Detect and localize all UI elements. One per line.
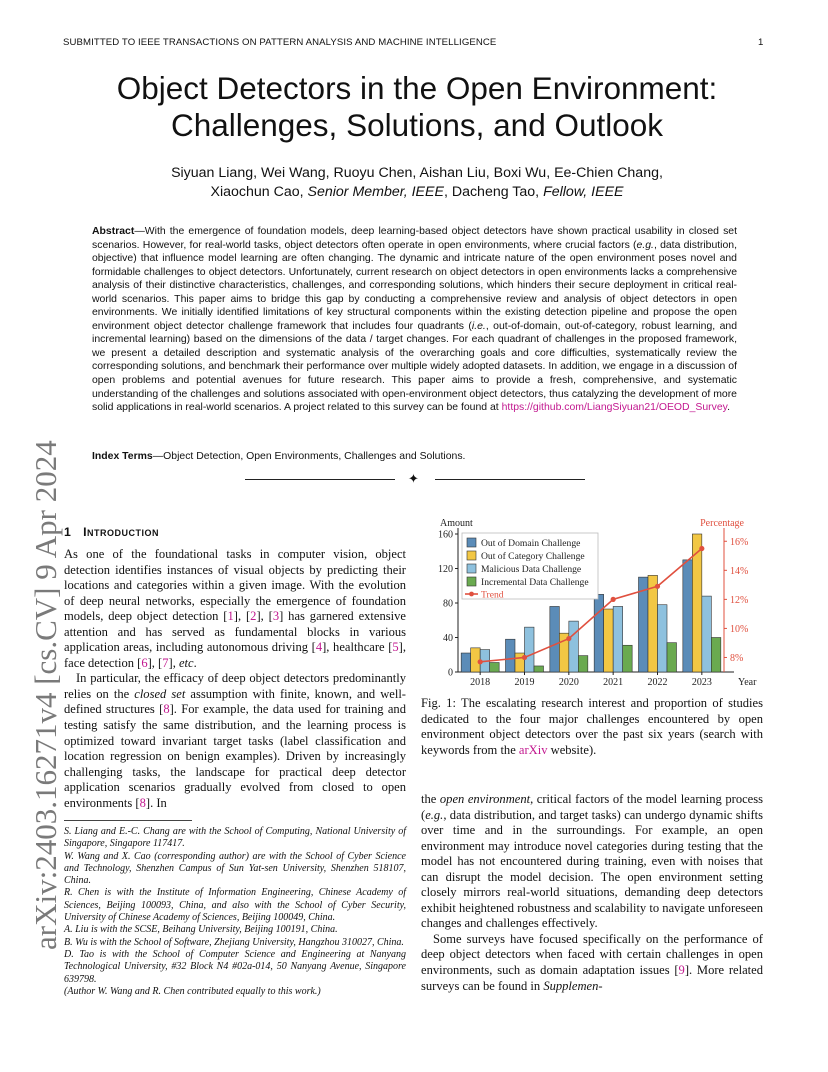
paper-title <box>60 70 774 144</box>
x-axis-label: Year <box>738 677 757 688</box>
running-header: SUBMITTED TO IEEE TRANSACTIONS ON PATTERN ANALYSIS AND MACHINE INTELLIGENCE <box>63 37 497 48</box>
bar <box>702 596 712 672</box>
y-tick-label: 160 <box>438 529 453 541</box>
x-tick-label: 2023 <box>691 677 712 688</box>
bar <box>623 645 633 672</box>
y2-tick-label: 8% <box>730 652 744 664</box>
bar <box>667 643 677 672</box>
footnote: (Author W. Wang and R. Chen contributed equally to this work.) <box>64 985 321 997</box>
bar <box>711 638 721 673</box>
y-tick-label: 120 <box>438 564 453 575</box>
footnote: W. Wang and X. Cao (corresponding author) are with the School of Cyber Science and Technology, Shenzhen Campus of Sun Yat-sen University, Shenzhen 518107, China. <box>64 850 406 887</box>
divider-diamond-icon: ✦ <box>408 471 419 486</box>
bar <box>578 656 588 672</box>
bar <box>683 560 693 672</box>
x-tick-label: 2018 <box>470 677 491 688</box>
x-tick-label: 2021 <box>603 677 624 688</box>
x-tick-label: 2020 <box>558 677 579 688</box>
intro-paragraph-2: In particular, the efficacy of deep object detectors predominantly relies on the closed set assumption with finite, known, and well-defined structures [8]. For example, the data used for training and testing satisfy the same distribution, and the learning process is optimized toward invariant target tasks (label classification and location regression on benign examples). Driven by increasingly challenging tasks, the landscape for practical deep detector application scenarios gradually evolved from closed to open environments [8]. In <box>64 671 406 810</box>
y2-tick-label: 14% <box>730 565 749 577</box>
title-line-2: Challenges, Solutions, and Outlook <box>170 107 664 143</box>
legend-swatch <box>467 551 476 560</box>
x-tick-label: 2022 <box>647 677 668 688</box>
trend-point <box>478 659 483 664</box>
y-axis-label: Amount <box>440 518 473 529</box>
bar <box>534 666 544 672</box>
authors-line-2: Xiaochun Cao, Senior Member, IEEE, Dacheng Tao, Fellow, IEEE <box>210 184 624 200</box>
author-list <box>60 164 774 202</box>
bar <box>658 605 668 672</box>
y-tick-label: 40 <box>443 633 453 644</box>
bar <box>648 575 658 672</box>
bar <box>461 653 471 672</box>
figure-caption: Fig. 1: The escalating research interest and proportion of studies dedicated to the four major challenges encountered by open environment object detectors over the past six years (search with keywords from the arXiv website). <box>421 696 763 757</box>
left-column-text <box>64 547 406 811</box>
bar <box>604 609 614 672</box>
trend-point <box>566 636 571 641</box>
legend-swatch <box>467 577 476 586</box>
page-number: 1 <box>758 37 764 48</box>
legend-label: Incremental Data Challenge <box>481 577 589 588</box>
footnote: D. Tao is with the School of Computer Science and Engineering at Nanyang Technological University, #32 Block N4 #02a-014, 50 Nanyang Avenue, Singapore 639798. <box>64 948 406 985</box>
project-link[interactable]: https://github.com/LiangSiyuan21/OEOD_Survey <box>501 402 728 414</box>
bar <box>613 606 623 672</box>
trend-point <box>522 655 527 660</box>
bar <box>506 639 516 672</box>
bar <box>490 663 500 672</box>
trend-point <box>699 546 704 551</box>
footnote: A. Liu is with the SCSE, Beihang University, Beijing 100191, China. <box>64 924 338 936</box>
y-tick-label: 0 <box>448 667 453 679</box>
index-terms: Index Terms—Object Detection, Open Environments, Challenges and Solutions. <box>92 451 466 462</box>
y2-axis-label: Percentage <box>700 518 744 529</box>
title-line-1: Object Detectors in the Open Environment: <box>116 70 718 106</box>
legend-trend-point <box>469 592 474 597</box>
authors-line-1: Siyuan Liang, Wei Wang, Ruoyu Chen, Aishan Liu, Boxi Wu, Ee-Chien Chang, <box>171 165 663 181</box>
legend-swatch <box>467 538 476 547</box>
y2-tick-label: 16% <box>730 536 749 548</box>
right-column-text <box>421 792 763 994</box>
legend-swatch <box>467 564 476 573</box>
footnote-rule <box>64 820 192 821</box>
footnotes <box>64 826 406 998</box>
legend-label: Malicious Data Challenge <box>481 564 582 575</box>
y-tick-label: 80 <box>443 598 453 610</box>
trend-point <box>655 584 660 589</box>
trend-point <box>611 597 616 602</box>
section-heading: 1 Introduction <box>64 525 160 539</box>
arxiv-link[interactable]: arXiv <box>518 742 548 757</box>
legend-label: Out of Domain Challenge <box>481 538 581 549</box>
bar <box>569 621 579 672</box>
y2-tick-label: 10% <box>730 623 749 635</box>
y2-tick-label: 12% <box>730 594 749 606</box>
index-terms-label: Index Terms <box>92 451 153 462</box>
figure-1-chart <box>418 514 778 690</box>
legend-label: Trend <box>481 589 504 601</box>
legend-label: Out of Category Challenge <box>481 551 585 562</box>
footnote: B. Wu is with the School of Software, Zhejiang University, Hangzhou 310027, China. <box>64 936 404 948</box>
footnote: R. Chen is with the Institute of Information Engineering, Chinese Academy of Sciences, Beijing 100093, China, and also with the School of Cyber Security, University of Chinese Academy of Sciences, Beijing 100049, China. <box>64 887 406 924</box>
bar <box>525 627 535 672</box>
section-divider <box>245 472 585 486</box>
bar <box>594 594 604 672</box>
bar <box>550 606 560 672</box>
abstract: Abstract—With the emergence of foundation models, deep learning-based object detectors have shown practical usability in closed set scenarios. However, for real-world tasks, object detectors often operate in open environments, where crucial factors (e.g., data distribution, objective) that influence model learning are often changing. The dynamic and intricate nature of the open environment poses novel and formidable challenges to object detectors. Unfortunately, current research on object detectors in open environments lacks a comprehensive analysis of their distinctive characteristics, challenges, and corresponding solutions, which hinders their secure deployment in critical real-world scenarios. This paper aims to bridge this gap by conducting a comprehensive review and analysis of object detectors in open environments. We initially identified limitations of key structural components within the existing detection pipeline and propose the open environment object detector challenge framework that includes four quadrants (i.e., out-of-domain, out-of-category, robust learning, and incremental learning) based on the dimensions of the data / target changes. For each quadrant of challenges in the proposed framework, we present a detailed description and systematic analysis of the overarching goals and core difficulties, systematically review the corresponding solutions, and benchmark their performance over multiple widely adopted datasets. In addition, we engage in a discussion of open problems and potential avenues for future research. This paper aims to provide a fresh, comprehensive, and systematic understanding of the challenges and solutions associated with open-environment object detectors, thus catalyzing the development of more solid applications in real-world scenarios. A project related to this survey can be found at https://github.com/LiangSiyuan21/OEOD_Survey. <box>92 226 737 414</box>
footnote: S. Liang and E.-C. Chang are with the School of Computing, National University of Singapore, Singapore 117417. <box>64 826 406 850</box>
intro-paragraph-3: the open environment, critical factors of the model learning process (e.g., data distribution, and target tasks) can undergo dynamic shifts over time and in the surroundings. For example, an open environment may introduce novel categories during testing that the model has not encountered during training, even with noises that can disrupt the model decision. The open environment setting closely mirrors real-world situations, demanding deep detectors exhibit heightened robustness and scalability to navigate unforeseen changes and challenges effectively. <box>421 792 763 931</box>
abstract-label: Abstract <box>92 226 135 237</box>
intro-paragraph-1: As one of the foundational tasks in computer vision, object detection identifies instances of visual objects by predicting their locations and categories within a given image. With the evolution of deep neural networks, especially the emergence of foundation models, deep object detection [1], [2], [3] has garnered extensive attention and has served as fundamental blocks in various application areas, including autonomous driving [4], healthcare [5], face detection [6], [7], etc. <box>64 547 406 670</box>
arxiv-stamp: arXiv:2403.16271v4 [cs.CV] 9 Apr 2024 <box>28 440 63 950</box>
intro-paragraph-4: Some surveys have focused specifically on the performance of deep object detectors when faced with certain challenges in open environments, such as domain adaptation issues [9]. More related surveys can be found in Supplemen- <box>421 931 763 993</box>
x-tick-label: 2019 <box>514 677 535 688</box>
